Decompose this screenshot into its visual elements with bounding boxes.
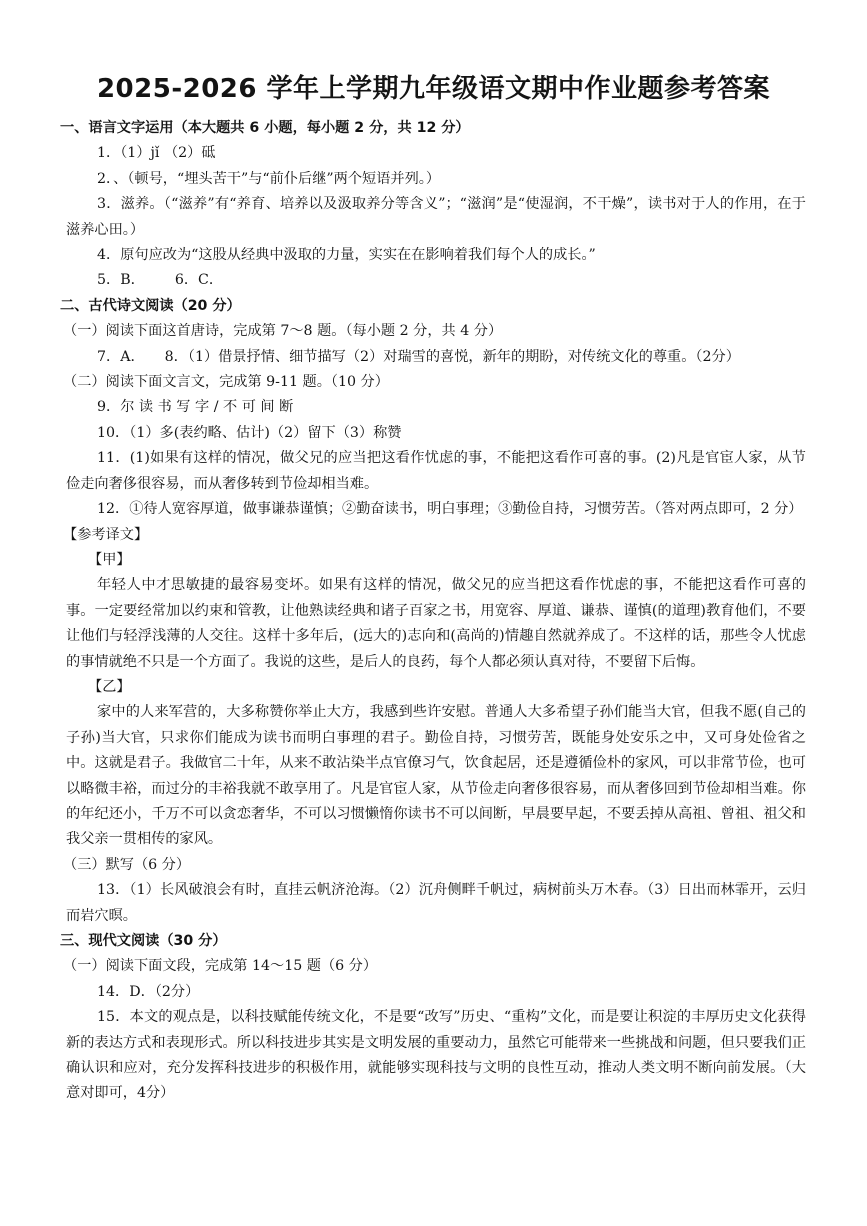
translation-yi-label: 【乙】 [88,678,131,695]
document-body [60,116,806,1107]
answer-q11: 11．(1)如果有这样的情况，做父兄的应当把这看作忧虑的事，不能把这看作可喜的事。(2)凡是官宦人家，从节俭走向奢侈很容易，而从奢侈转到节俭却相当难。 [66,450,806,492]
answer-q1: 1．（1）jǐ （2）砥 [97,145,216,162]
answer-row-q7-q8 [66,345,806,370]
answer-q6: 6．C． [174,272,224,289]
answer-q4: 4．原句应改为“这股从经典中汲取的力量，实实在在影响着我们每个人的成长。” [97,247,596,264]
document-title: 2025-2026 学年上学期九年级语文期中作业题参考答案 [96,74,771,104]
answer-q13: 13．（1）长风破浪会有时，直挂云帆济沧海。（2）沉舟侧畔千帆过，病树前头万木春。（3）日出而林霏开，云归而岩穴暝。 [66,882,806,924]
translation-jia-text: 年轻人中才思敏捷的最容易变坏。如果有这样的情况，做父兄的应当把这看作忧虑的事，不能把这看作可喜的事。一定要经常加以约束和管教，让他熟读经典和诸子百家之书，用宽容、厚道、谦恭、谨慎(的道理)教育他们，不要让他们与轻浮浅薄的人交往。这样十多年后，(远大的)志向和(高尚的)情趣自然就养成了。不这样的话，那些令人忧虑的事情就绝不只是一个方面了。我说的这些，是后人的良药，每个人都必须认真对待，不要留下后悔。 [66,577,806,670]
answer-q7: 7．A． [97,348,145,365]
answer-q14: 14．D．（2分） [97,983,200,1000]
answer-q2: 2．、（顿号，“埋头苦干”与“前仆后继”两个短语并列。） [97,170,441,187]
answer-q5: 5．B． [97,272,145,289]
section-heading-classical: 二、古代诗文阅读（20 分） [60,297,241,314]
answer-q3: 3．滋养。（“滋养”有“养育、培养以及汲取养分等含义”；“滋润”是“使湿润，不干燥”，读书对于人的作用，在于滋养心田。） [66,196,806,238]
answer-row-q5-q6 [66,268,806,293]
section-heading-language: 一、语言文字运用（本大题共 6 小题，每小题 2 分，共 12 分） [60,120,470,136]
answer-q8: 8．（1）借景抒情、细节描写（2）对瑞雪的喜悦，新年的期盼，对传统文化的尊重。（2分） [164,348,740,365]
translation-heading: 【参考译文】 [63,526,149,543]
subsection-classical-prose: （二）阅读下面文言文，完成第 9-11 题。（10 分） [63,374,389,391]
answer-q10: 10．（1）多(表约略、估计)（2）留下（3）称赞 [97,424,402,441]
subsection-modern-passage: （一）阅读下面文段，完成第 14～15 题（6 分） [63,958,378,975]
translation-yi-text: 家中的人来军营的，大多称赞你举止大方，我感到些许安慰。普通人大多希望子孙们能当大官，但我不愿(自己的子孙)当大官，只求你们能成为读书而明白事理的君子。勤俭自持，习惯劳苦，既能身处安乐之中，又可身处俭省之中。这就是君子。我做官二十年，从来不敢沾染半点官僚习气，饮食起居，还是遵循俭朴的家风，可以非常节俭，也可以略微丰裕，而过分的丰裕我就不敢享用了。凡是官宦人家，从节俭走向奢侈很容易，而从奢侈回到节俭却相当难。你的年纪还小，千万不可以贪恋奢华，不可以习惯懒惰你读书不可以间断，早晨要早起，不要丢掉从高祖、曾祖、祖父和我父亲一贯相传的家风。 [66,704,806,848]
answer-q15: 15．本文的观点是，以科技赋能传统文化，不是要“改写”历史、“重构”文化，而是要让积淀的丰厚历史文化获得新的表达方式和表现形式。所以科技进步其实是文明发展的重要动力，虽然它可能带来一些挑战和问题，但只要我们正确认识和应对，充分发挥科技进步的积极作用，就能够实现科技与文明的良性互动，推动人类文明不断向前发展。（大意对即可，4分） [66,1009,806,1102]
subsection-dictation: （三）默写（6 分） [63,856,191,873]
section-heading-modern: 三、现代文阅读（30 分） [60,933,227,949]
answer-q12: 12．①待人宽容厚道，做事谦恭谨慎；②勤奋读书，明白事理；③勤俭自持，习惯劳苦。（答对两点即可，2 分） [97,501,803,518]
answer-q9: 9．尔 读 书 写 字 / 不 可 间 断 [97,399,294,416]
translation-jia-label: 【甲】 [88,551,131,568]
subsection-poem: （一）阅读下面这首唐诗，完成第 7～8 题。（每小题 2 分，共 4 分） [63,323,503,340]
